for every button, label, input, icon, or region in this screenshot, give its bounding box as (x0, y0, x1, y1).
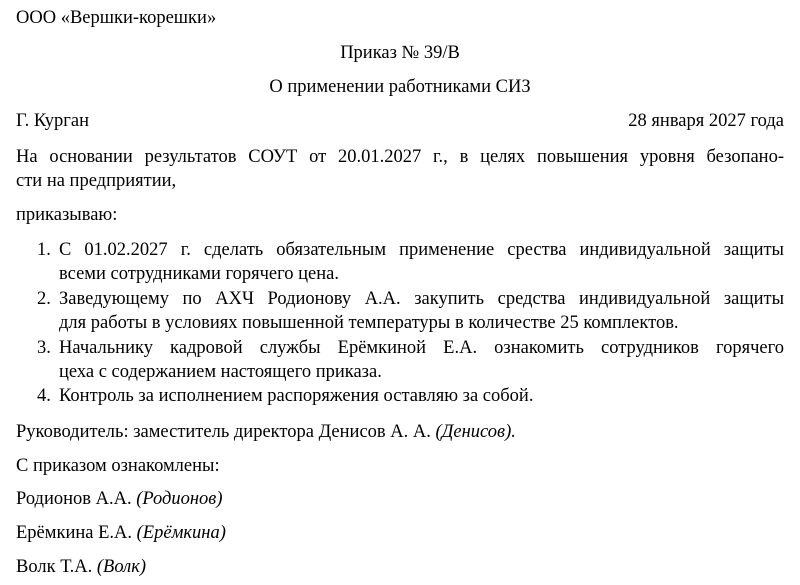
acquainted-signature: (Волк) (96, 557, 147, 577)
preamble-line-1: На основании результатов СОУТ от 20.01.2027 г., в целях повышения уровня безопано- (16, 147, 784, 167)
head-signature: (Денисов). (435, 422, 516, 442)
order-document (16, 0, 784, 585)
city-date-row (16, 109, 784, 133)
list-item-number: 2. (37, 289, 51, 309)
list-item-line-1: Начальнику кадровой службы Ерёмкиной Е.А. ознакомить сотрудников горячего (59, 338, 784, 358)
acquainted-name: Родионов А.А. (16, 489, 132, 509)
list-item-number: 4. (37, 386, 51, 406)
list-item-line-2: для работы в условиях повышенной температуры в количестве 25 комплектов. (59, 313, 679, 333)
order-title: Приказ № 39/В (340, 43, 460, 63)
acquainted-title: С приказом ознакомлены: (16, 456, 220, 476)
acquainted-name: Ерёмкина Е.А. (16, 523, 133, 543)
head-signature-line (16, 420, 784, 444)
order-date: 28 января 2027 года (628, 111, 784, 131)
order-subject: О применении работниками СИЗ (269, 77, 531, 97)
list-item-line-1: Контроль за исполнением распоряжения оставляю за собой. (59, 386, 534, 406)
acquainted-row (16, 487, 784, 511)
list-item-line-1: С 01.02.2027 г. сделать обязательным применение срества индивидуальной защиты (59, 240, 784, 260)
order-word: приказываю: (16, 205, 118, 225)
acquainted-row (16, 521, 784, 545)
list-item-line-2: цеха с содержанием настоящего приказа. (59, 362, 382, 382)
list-item-number: 1. (37, 240, 51, 260)
acquainted-signature: (Родионов) (136, 489, 223, 509)
list-item-line-2: всеми сотрудниками горячего цена. (59, 264, 339, 284)
acquainted-row (16, 555, 784, 579)
acquainted-name: Волк Т.А. (16, 557, 93, 577)
head-text: Руководитель: заместитель директора Денисов А. А. (16, 422, 431, 442)
preamble-line-2: сти на предприятии, (16, 171, 177, 191)
city: Г. Курган (16, 111, 90, 131)
company-name: ООО «Вершки-корешки» (16, 8, 217, 28)
acquainted-signature: (Ерёмкина) (136, 523, 226, 543)
list-item-line-1: Заведующему по АХЧ Родионову А.А. закупить средства индивидуальной защиты (59, 289, 784, 309)
list-item-number: 3. (37, 338, 51, 358)
